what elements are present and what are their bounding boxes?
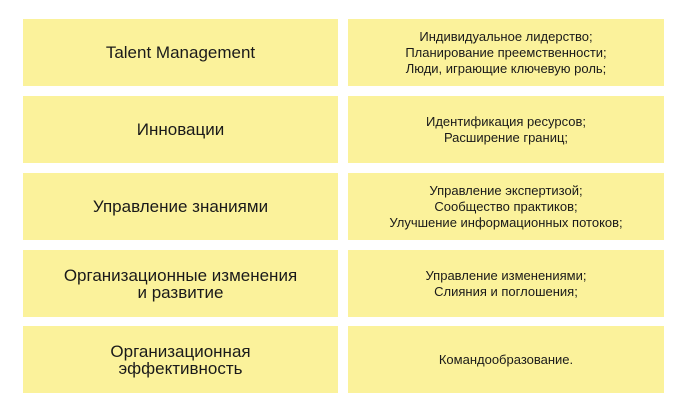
category-label [64, 267, 297, 301]
details-list [439, 352, 573, 368]
detail-line: Планирование преемственности; [405, 44, 607, 60]
category-line: Организационные изменения [63, 265, 298, 285]
category-label [110, 343, 250, 377]
category-line: Инновации [136, 120, 225, 139]
category-line: Организационная [110, 341, 251, 361]
category-label [137, 121, 224, 138]
detail-line: Улучшение информационных потоков; [389, 214, 623, 230]
category-box-talent-management [23, 19, 338, 86]
category-label [93, 198, 268, 215]
details-list [405, 29, 606, 77]
category-line: эффективность [118, 358, 243, 378]
details-list [426, 114, 586, 146]
details-list [389, 183, 622, 231]
details-box-organizational-effectiveness [348, 326, 664, 393]
category-box-organizational-effectiveness [23, 326, 338, 393]
details-box-innovations [348, 96, 664, 163]
category-line: Управление знаниями [92, 197, 269, 216]
category-line: и развитие [137, 282, 224, 302]
category-box-knowledge-management [23, 173, 338, 240]
detail-line: Слияния и поглошения; [434, 283, 578, 299]
detail-line: Командообразование. [438, 351, 574, 367]
category-box-innovations [23, 96, 338, 163]
detail-line: Управление экспертизой; [429, 182, 583, 198]
details-box-organizational-change [348, 250, 664, 317]
detail-line: Идентификация ресурсов; [425, 113, 586, 129]
category-line: Talent Management [105, 43, 256, 62]
detail-line: Люди, играющие ключевую роль; [405, 60, 607, 76]
category-box-organizational-change [23, 250, 338, 317]
category-label [106, 44, 255, 61]
details-box-knowledge-management [348, 173, 664, 240]
detail-line: Расширение границ; [443, 129, 569, 145]
detail-line: Сообщество практиков; [434, 198, 578, 214]
details-list [426, 268, 587, 300]
detail-line: Управление изменениями; [425, 267, 587, 283]
detail-line: Индивидуальное лидерство; [419, 28, 593, 44]
details-box-talent-management [348, 19, 664, 86]
